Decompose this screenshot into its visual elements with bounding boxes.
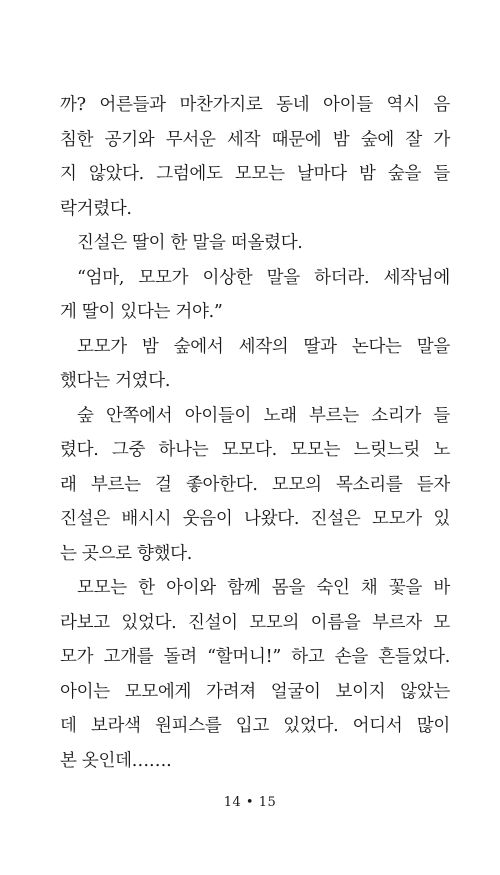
text-line: 숲 안쪽에서 아이들이 노래 부르는 소리가 들 xyxy=(77,405,450,426)
text-line: 지 않았다. 그럼에도 모모는 날마다 밤 숲을 들 xyxy=(60,164,450,184)
text-line: 라보고 있었다. 진설이 모모의 이름을 부르자 모 xyxy=(60,612,450,633)
text-line: 래 부르는 걸 좋아한다. 모모의 목소리를 듣자 xyxy=(60,474,450,495)
text-line: 모모가 밤 숲에서 세작의 딸과 논다는 말을 xyxy=(77,336,450,357)
text-line: 진설은 딸이 한 말을 떠올렸다. xyxy=(77,233,303,253)
text-line: 모모는 한 아이와 함께 몸을 숙인 채 꽃을 바 xyxy=(77,578,450,598)
page-number: 14 • 15 xyxy=(223,795,277,810)
text-line: 모가 고개를 돌려 “할머니!” 하고 손을 흔들었다. xyxy=(60,647,450,667)
text-line: 락거렸다. xyxy=(60,198,132,219)
body-text xyxy=(60,88,450,778)
text-line: 했다는 거였다. xyxy=(60,371,171,391)
text-line: 까? 어른들과 마찬가지로 동네 아이들 역시 음 xyxy=(60,95,450,115)
text-line: 는 곳으로 향했다. xyxy=(60,543,193,564)
text-line: 게 딸이 있다는 거야.” xyxy=(60,302,223,322)
text-line: 침한 공기와 무서운 세작 때문에 밤 숲에 잘 가 xyxy=(60,129,450,150)
text-line: 본 옷인데……. xyxy=(60,750,172,771)
text-line: 아이는 모모에게 가려져 얼굴이 보이지 않았는 xyxy=(60,681,450,702)
text-line: 렸다. 그중 하나는 모모다. 모모는 느릿느릿 노 xyxy=(60,440,450,460)
text-line: 데 보라색 원피스를 입고 있었다. 어디서 많이 xyxy=(60,716,450,736)
text-line: “엄마, 모모가 이상한 말을 하더라. 세작님에 xyxy=(77,267,450,288)
text-line: 진설은 배시시 웃음이 나왔다. 진설은 모모가 있 xyxy=(60,509,450,529)
